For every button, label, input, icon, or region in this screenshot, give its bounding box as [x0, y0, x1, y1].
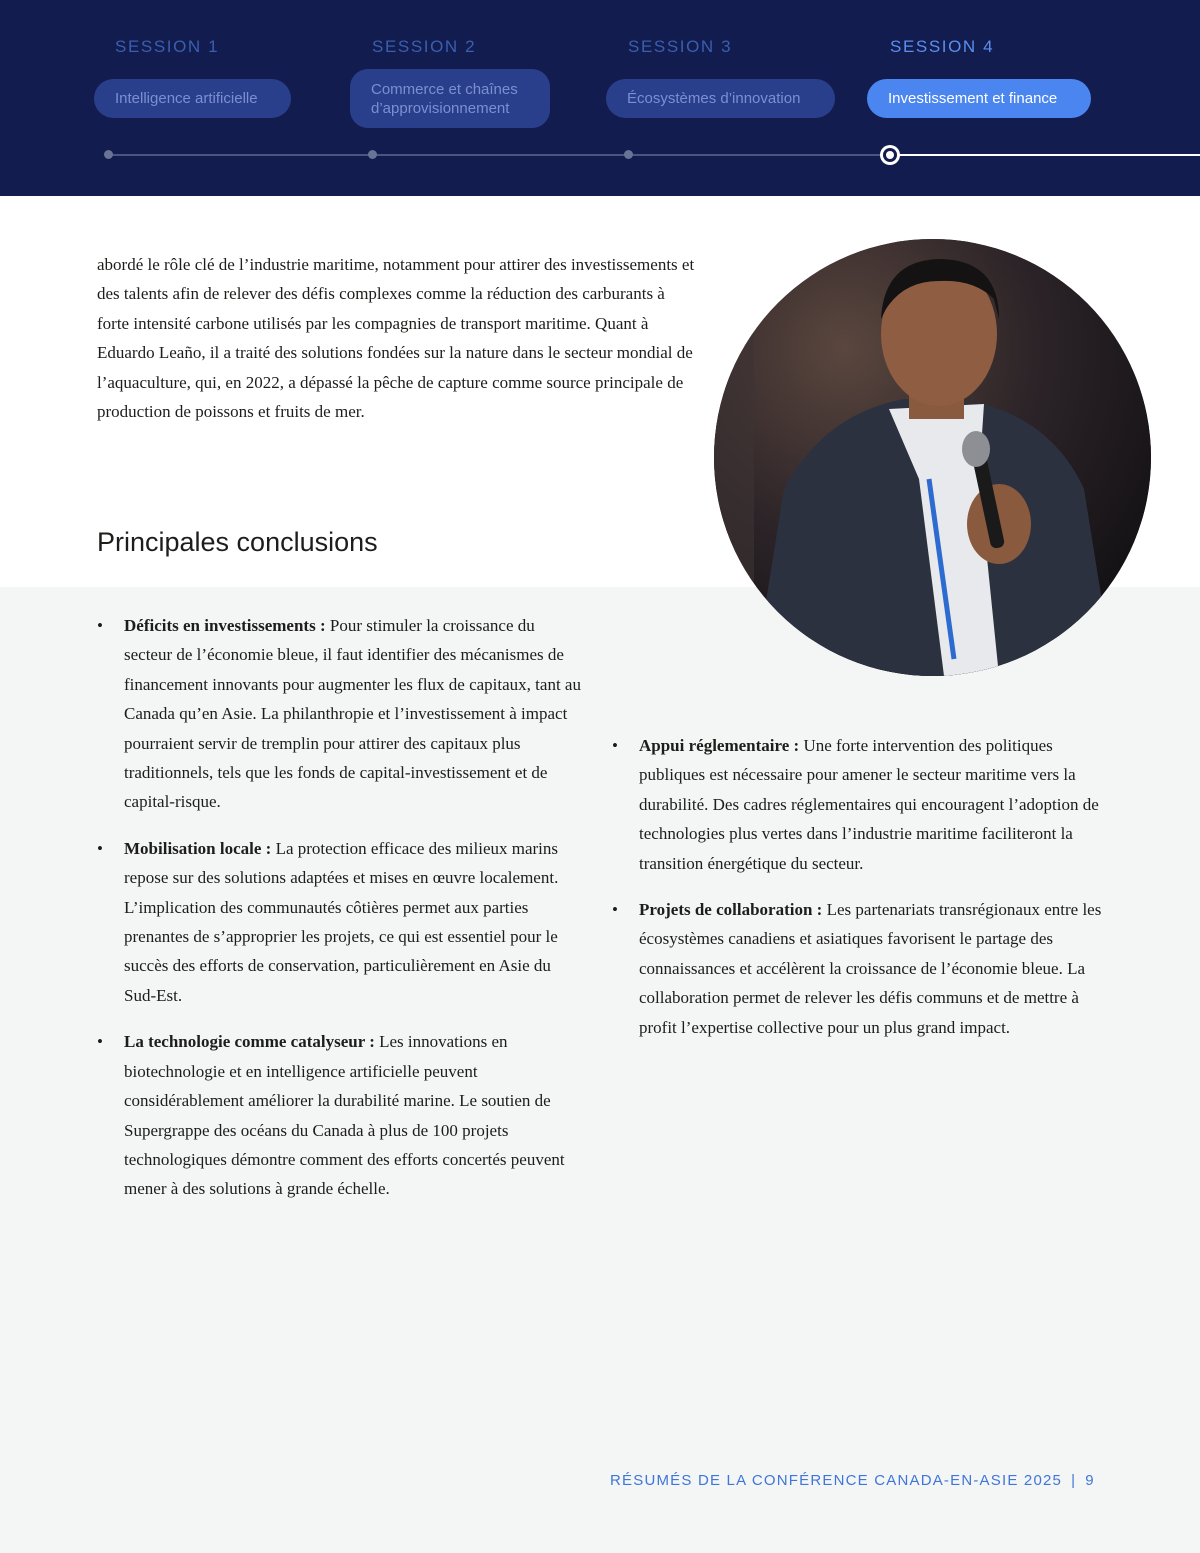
footer-title: RÉSUMÉS DE LA CONFÉRENCE CANADA-EN-ASIE 2025: [610, 1472, 1063, 1489]
list-item: [97, 834, 587, 1010]
intro-paragraph: abordé le rôle clé de l’industrie maritime, notamment pour attirer des investissements et des talents afin de relever des défis complexes comme la réduction des carburants à forte intensité carbone utilisés par les compagnies de transport maritime. Quant à Eduardo Leaño, il a traité des solutions fondées sur la nature dans le secteur mondial de l’aquaculture, qui, en 2022, a dépassé la pêche de capture comme source principale de production de poissons et fruits de mer.: [97, 255, 695, 422]
conclusions-right-list: [612, 731, 1112, 1042]
list-item: [612, 731, 1112, 878]
speaker-photo-icon: [714, 239, 1151, 676]
page-footer: [610, 1472, 1095, 1489]
bullet-text: La protection efficace des milieux marins repose sur des solutions adaptées et mises en œuvre localement. L’implication des communautés côtières permet aux parties prenantes de s’approprier les projets, ce qui est essentiel pour le succès des efforts de conservation, particulièrement en Asie du Sud-Est.: [124, 838, 559, 1005]
timeline-track-active: [890, 154, 1200, 156]
footer-separator: |: [1071, 1472, 1077, 1489]
list-item: [97, 611, 587, 817]
timeline-dot-1: [104, 150, 113, 159]
timeline-dot-active: [880, 145, 900, 165]
bullet-icon: •: [97, 616, 103, 635]
session-3-label: SESSION 3: [628, 37, 733, 56]
bullet-text: Une forte intervention des politiques publiques est nécessaire pour amener le secteur maritime vers la durabilité. Des cadres réglementaires qui encouragent l’adoption de technologies plus vertes dans l’industrie maritime faciliteront la transition énergétique du secteur.: [639, 736, 1099, 873]
session-4-label: SESSION 4: [890, 37, 995, 56]
session-4-topic[interactable]: Investissement et finance: [867, 79, 1091, 118]
list-item: [612, 895, 1112, 1042]
bullet-title: Projets de collaboration :: [639, 900, 823, 920]
bullet-text: Les innovations en biotechnologie et en intelligence artificielle peuvent considérablement améliorer la durabilité marine. Le soutien de Supergrappe des océans du Canada à plus de 100 projets technologiques démontre comment des efforts concertés peuvent mener à des solutions à grande échelle.: [124, 1032, 565, 1199]
session-2-label: SESSION 2: [372, 37, 477, 56]
page-number: 9: [1085, 1472, 1095, 1489]
bullet-title: Appui réglementaire :: [639, 736, 800, 755]
bullet-icon: •: [612, 900, 618, 920]
conclusions-left-list: [97, 611, 587, 1204]
session-3-topic[interactable]: Écosystèmes d’innovation: [606, 79, 835, 118]
timeline-dot-3: [624, 150, 633, 159]
session-navigation: [0, 0, 1200, 196]
bullet-icon: •: [97, 838, 103, 858]
bullet-text: Les partenariats transrégionaux entre les écosystèmes canadiens et asiatiques favorisent le partage des connaissances et accélèrent la croissance de l’économie bleue. La collaboration permet de relever les défis communs et de mettre à profit l’expertise collective pour un plus grand impact.: [639, 900, 1102, 1037]
bullet-title: Mobilisation locale :: [124, 838, 272, 858]
session-2-topic[interactable]: Commerce et chaînes d’approvisionnement: [350, 69, 550, 128]
session-1-label: SESSION 1: [115, 37, 220, 56]
bullet-text: Pour stimuler la croissance du secteur de l’économie bleue, il faut identifier des mécanismes de financement innovants pour augmenter les flux de capitaux, tant au Canada qu’en Asie. La philanthropie et l’investissement à impact pourraient servir de tremplin pour attirer des capitaux plus traditionnels, tels que les fonds de capital-investissement et de capital-risque.: [124, 616, 581, 812]
timeline-track: [109, 154, 890, 156]
timeline-dot-2: [368, 150, 377, 159]
bullet-icon: •: [612, 736, 618, 755]
bullet-icon: •: [97, 1032, 103, 1052]
bullet-title: La technologie comme catalyseur :: [124, 1032, 375, 1052]
list-item: [97, 1027, 587, 1203]
session-1-topic[interactable]: Intelligence artificielle: [94, 79, 291, 118]
section-heading: Principales conclusions: [97, 527, 378, 557]
speaker-photo: [714, 239, 1151, 676]
bullet-title: Déficits en investissements :: [124, 616, 326, 635]
